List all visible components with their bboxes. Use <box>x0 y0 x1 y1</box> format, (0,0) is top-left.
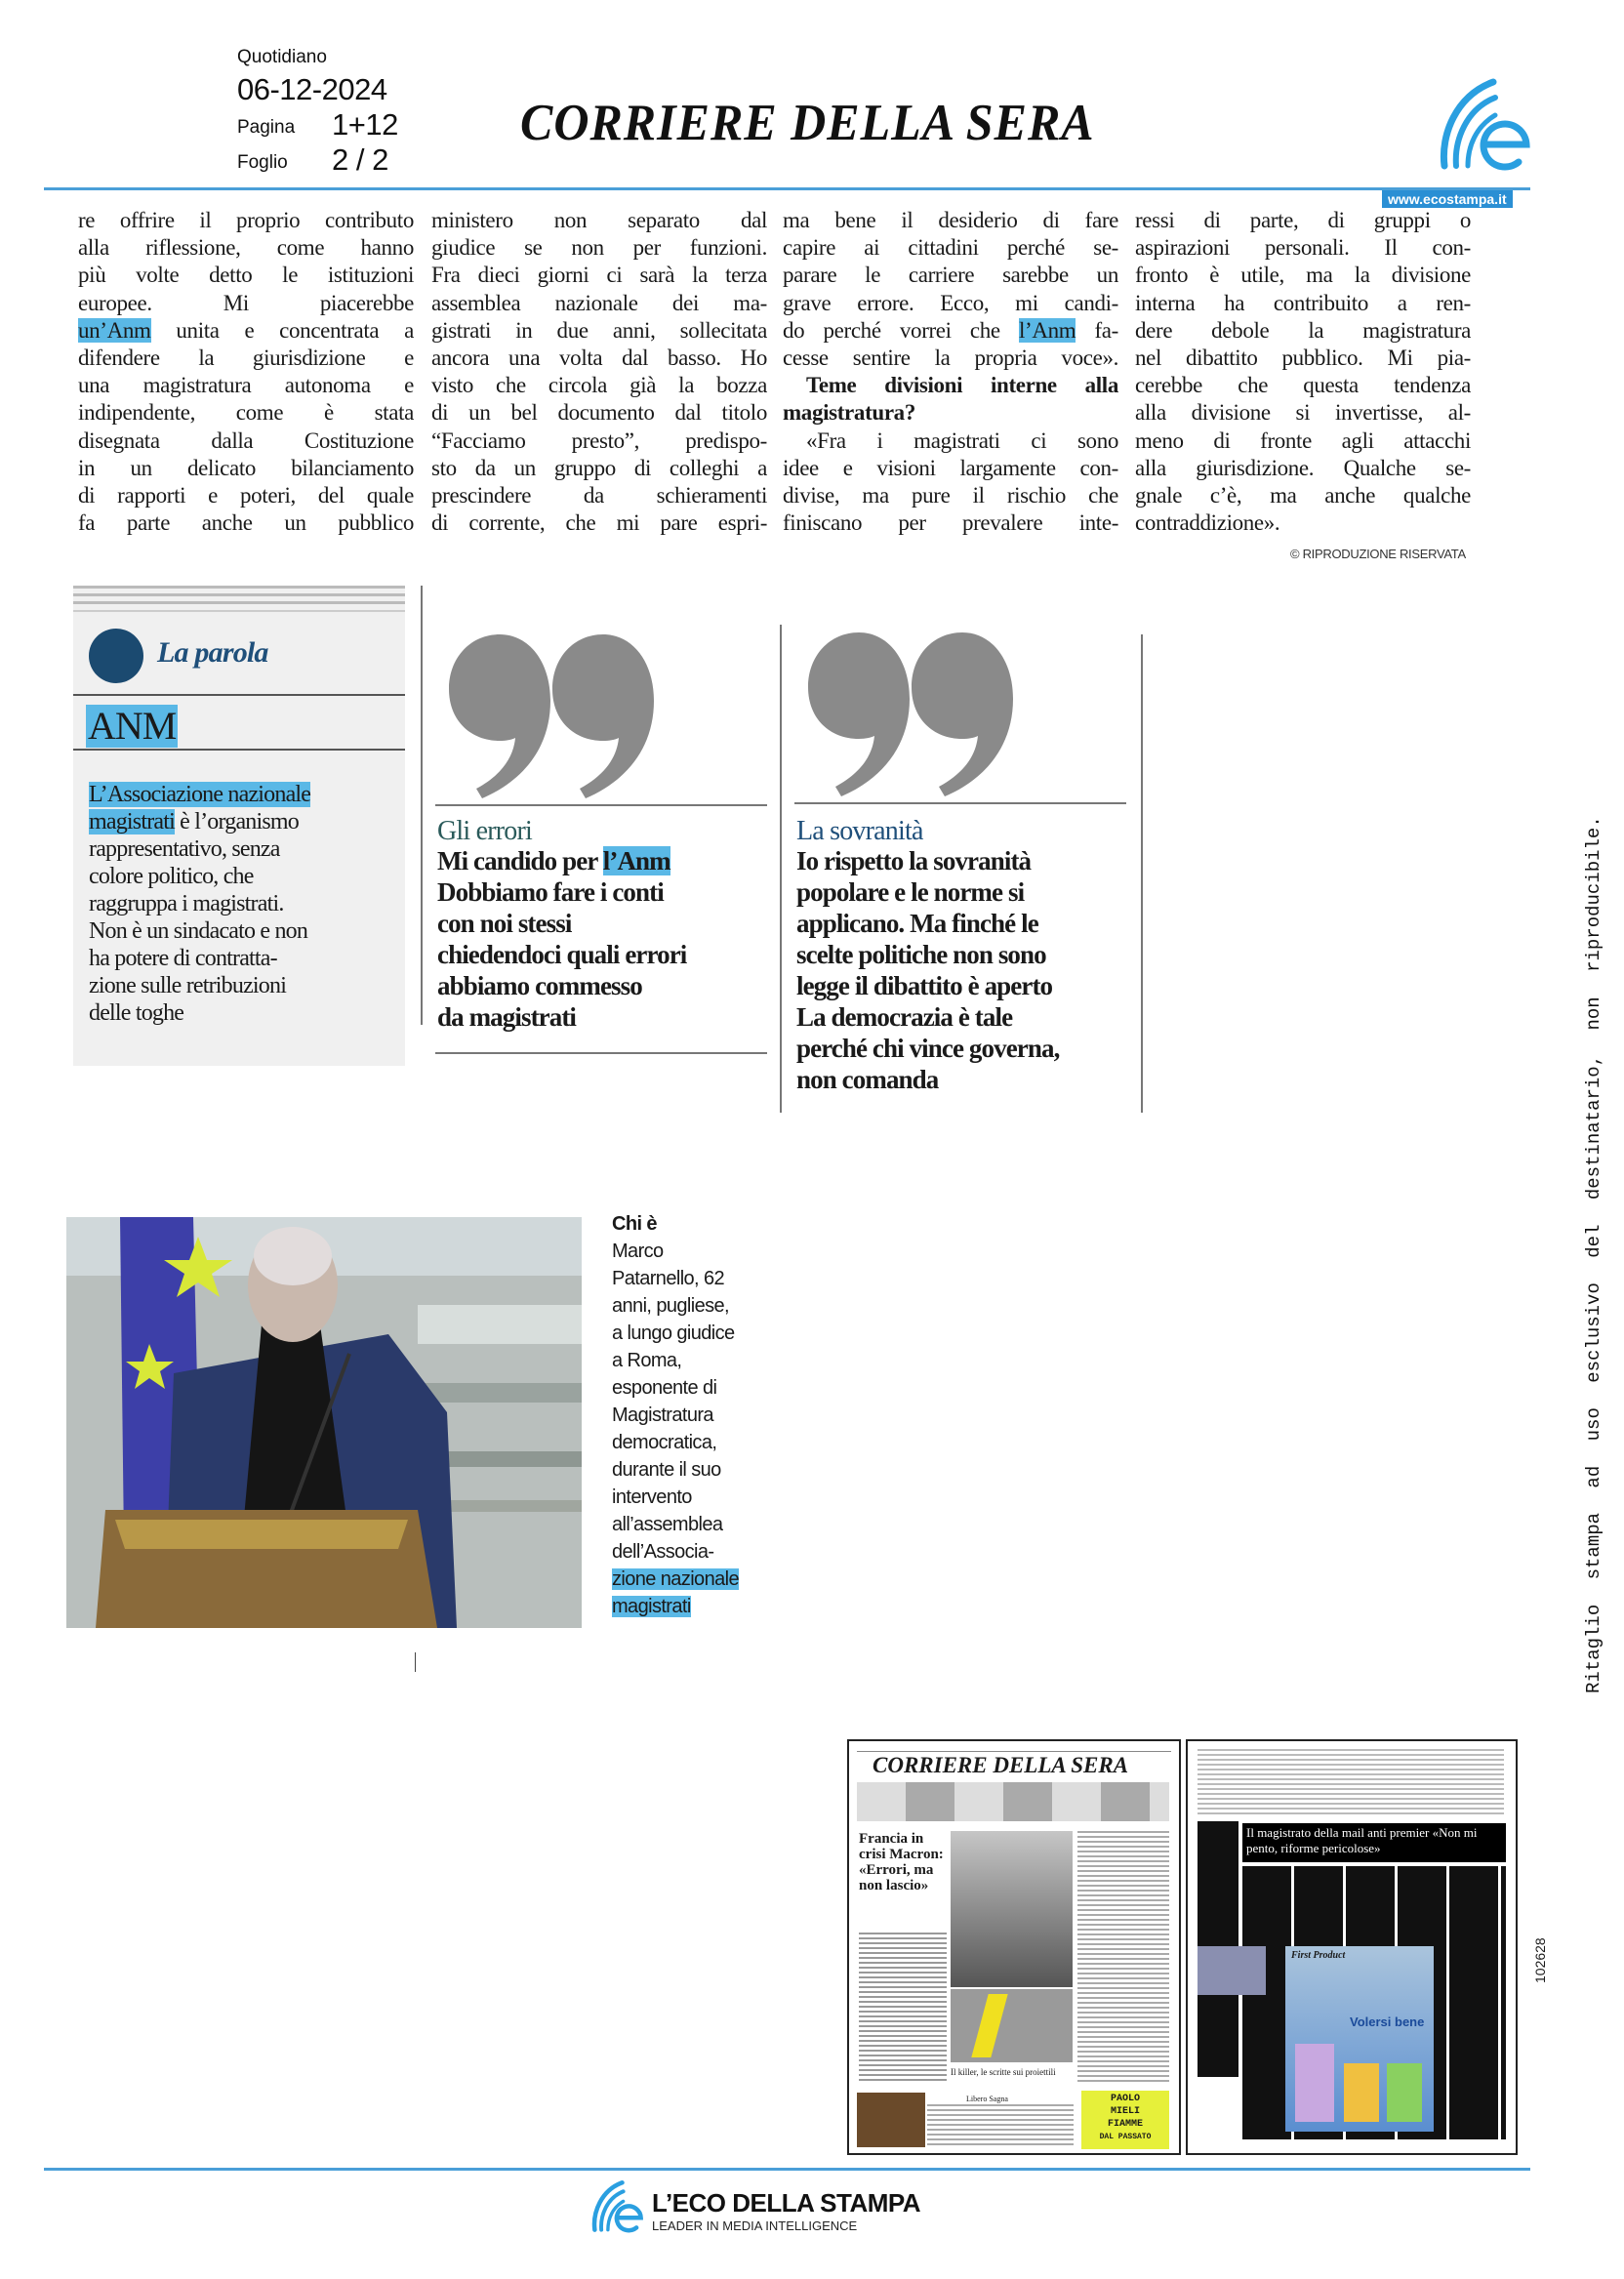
ecostampa-link[interactable]: www.ecostampa.it <box>1382 190 1513 208</box>
text-line <box>1135 482 1471 509</box>
text-segment: scelte politiche non sono <box>796 940 1046 969</box>
text-segment: Mi candido per <box>437 846 603 875</box>
thumb-inner-headline: Il magistrato della mail anti premier «Non mi pento, riforme pericolose» <box>1242 1823 1506 1862</box>
glossary-box <box>73 586 405 1066</box>
text-line <box>612 1402 739 1429</box>
text-segment: Fra dieci giorni ci sarà la terza <box>431 263 767 288</box>
glossary-divider <box>73 749 405 751</box>
text-line <box>78 262 414 289</box>
text-line <box>1135 345 1471 372</box>
text-line <box>783 482 1118 509</box>
text-line <box>78 509 414 537</box>
highlighted-text: magistrati <box>612 1596 691 1617</box>
text-segment: non comanda <box>796 1065 939 1094</box>
clipping-code: 102628 <box>1532 1937 1548 1983</box>
text-line <box>612 1538 739 1566</box>
quote-divider <box>794 802 1126 804</box>
text-segment: zione sulle retribuzioni <box>89 973 287 998</box>
text-line <box>89 917 310 945</box>
text-segment: dere debole la magistratura <box>1135 317 1471 343</box>
thumb-ad <box>1081 2091 1169 2149</box>
text-segment: durante il suo <box>612 1459 721 1481</box>
thumbnail-front-page[interactable] <box>847 1739 1181 2155</box>
text-segment: divise, ma pure il rischio che <box>783 482 1118 508</box>
text-line <box>1135 427 1471 455</box>
quote-text <box>437 845 686 1033</box>
page-label: Pagina <box>237 117 296 138</box>
footer-tagline: LEADER IN MEDIA INTELLIGENCE <box>652 2218 858 2233</box>
publication-date: 06-12-2024 <box>237 72 387 106</box>
thumb-inner-ad <box>1285 1946 1434 2132</box>
text-segment: di un bel documento dal titolo <box>431 400 767 426</box>
thumb-headline: Francia in crisi Macron: «Errori, ma non lascio» <box>859 1831 944 1893</box>
text-line <box>78 372 414 399</box>
text-segment: aspirazioni personali. Il con- <box>1135 235 1471 261</box>
text-segment: nel dibattito pubblico. Mi pia- <box>1135 345 1471 370</box>
sheet-label: Foglio <box>237 152 288 173</box>
text-segment: delle toghe <box>89 1000 184 1026</box>
thumb-ad-brand: First Product <box>1291 1950 1346 1961</box>
text-segment: gnale c’è, ma anche qualche <box>1135 482 1471 508</box>
text-segment: di corrente, che mi pare espri- <box>431 510 767 536</box>
text-line <box>796 876 1059 908</box>
text-line <box>89 999 310 1027</box>
text-line <box>612 1593 739 1620</box>
text-line <box>431 509 767 537</box>
glossary-divider <box>73 694 405 696</box>
quote-kicker: La sovranità <box>796 816 923 846</box>
text-line <box>431 372 767 399</box>
text-segment: «Fra i magistrati ci sono <box>806 427 1118 453</box>
article-column-1 <box>78 207 414 537</box>
text-segment: visto che circola già la bozza <box>431 373 767 398</box>
text-segment: a lungo giudice <box>612 1323 735 1344</box>
text-line <box>437 845 686 876</box>
glossary-definition <box>89 781 310 1027</box>
text-segment: all’assemblea <box>612 1514 723 1535</box>
text-line <box>89 972 310 999</box>
text-segment: unita e concentrata a <box>150 317 414 343</box>
publication-type: Quotidiano <box>237 47 327 67</box>
text-line <box>612 1374 739 1402</box>
header-divider <box>44 187 1530 190</box>
text-segment: a Roma, <box>612 1350 682 1371</box>
text-line <box>1135 399 1471 427</box>
text-segment: ministero non separato dal <box>431 208 767 232</box>
quote-divider <box>435 1052 767 1054</box>
text-segment: giudice se non per funzioni. <box>431 235 767 261</box>
text-segment: ancora una volta dal basso. Ho <box>431 345 767 370</box>
highlighted-text: magistrati <box>89 809 175 834</box>
text-segment: La democrazia è tale <box>796 1002 1013 1032</box>
text-line <box>783 345 1118 372</box>
text-line <box>1135 509 1471 537</box>
text-segment: rappresentativo, senza <box>89 836 280 862</box>
text-line <box>796 970 1059 1001</box>
text-line <box>89 945 310 972</box>
footer-brand: L’ECO DELLA STAMPA <box>652 2188 921 2218</box>
text-segment: ressi di parte, di gruppi o <box>1135 208 1471 232</box>
text-segment: Marco <box>612 1241 664 1262</box>
text-segment: da magistrati <box>437 1002 577 1032</box>
text-line <box>89 808 310 835</box>
text-line <box>1135 317 1471 345</box>
text-segment: Patarnello, 62 <box>612 1268 725 1289</box>
highlighted-text: l’Anm <box>1018 317 1076 343</box>
article-column-4 <box>1135 207 1471 537</box>
text-line <box>612 1566 739 1593</box>
quote-divider <box>435 804 767 806</box>
text-segment: meno di fronte agli attacchi <box>1135 427 1471 453</box>
text-line <box>431 234 767 262</box>
thumb-ad-line: FIAMME <box>1107 2119 1143 2130</box>
text-line <box>1135 207 1471 234</box>
text-line <box>783 455 1118 482</box>
text-line <box>612 1265 739 1292</box>
text-segment: prescindere da schieramenti <box>431 482 767 508</box>
text-segment: è l’organismo <box>174 809 299 834</box>
text-line <box>783 262 1118 289</box>
text-segment: indipendente, come è stata <box>78 400 414 426</box>
thumb-masthead: CORRIERE DELLA SERA <box>873 1753 1129 1777</box>
eco-logo-icon <box>591 2178 644 2235</box>
text-line <box>612 1456 739 1484</box>
text-segment: cerebbe che questa tendenza <box>1135 373 1471 398</box>
text-segment: europee. Mi piacerebbe <box>78 290 414 315</box>
text-segment: Io rispetto la sovranità <box>796 846 1032 875</box>
text-segment: idee e visioni largamente con- <box>783 455 1118 480</box>
text-line <box>796 939 1059 970</box>
thumb-ad-title: Volersi bene <box>1350 2014 1425 2029</box>
text-segment: ma bene il desiderio di fare <box>783 208 1118 232</box>
text-line <box>612 1238 739 1265</box>
text-segment: Non è un sindacato e non <box>89 918 308 944</box>
text-segment: legge il dibattito è aperto <box>796 971 1053 1000</box>
text-segment: interna ha contribuito a ren- <box>1135 290 1471 315</box>
text-segment: abbiamo commesso <box>437 971 642 1000</box>
text-line <box>78 482 414 509</box>
text-segment: Dobbiamo fare i conti <box>437 877 664 907</box>
text-line <box>431 345 767 372</box>
text-line <box>78 455 414 482</box>
text-segment: più volte detto le istituzioni <box>78 263 414 288</box>
text-segment: con noi stessi <box>437 909 572 938</box>
column-divider <box>780 625 782 1113</box>
text-line <box>783 207 1118 234</box>
text-line <box>796 908 1059 939</box>
text-line <box>1135 372 1471 399</box>
text-line <box>78 399 414 427</box>
sheet-value: 2 / 2 <box>332 142 388 177</box>
text-line <box>431 455 767 482</box>
text-line <box>1135 455 1471 482</box>
text-line <box>78 345 414 372</box>
text-line <box>796 1033 1059 1064</box>
caption-title: Chi è <box>612 1213 657 1235</box>
text-line <box>783 427 1118 455</box>
text-line <box>796 1001 1059 1033</box>
text-line <box>612 1484 739 1511</box>
text-segment: contraddizione». <box>1135 510 1280 536</box>
text-line <box>796 1064 1059 1095</box>
text-line <box>1135 290 1471 317</box>
text-segment: capire ai cittadini perché se- <box>783 235 1118 261</box>
text-line <box>431 290 767 317</box>
column-divider <box>421 586 423 1025</box>
text-segment: dell’Associa- <box>612 1541 714 1563</box>
text-segment: chiedendoci quali errori <box>437 940 687 969</box>
text-segment: alla divisione si invertisse, al- <box>1135 400 1471 426</box>
text-line <box>437 1001 686 1033</box>
thumb-photo <box>951 1831 1073 1987</box>
caption-text <box>612 1238 739 1620</box>
text-segment: Teme divisioni interne alla <box>806 373 1118 398</box>
text-line <box>796 845 1059 876</box>
pull-quote-errors <box>435 625 773 1064</box>
text-line <box>89 890 310 917</box>
thumbnail-inner-page[interactable] <box>1186 1739 1518 2155</box>
text-segment: in un delicato bilanciamento <box>78 455 414 480</box>
text-line <box>89 781 310 808</box>
text-segment: cesse sentire la propria voce». <box>783 345 1118 370</box>
text-segment: anni, pugliese, <box>612 1295 729 1317</box>
text-segment: applicano. Ma finché le <box>796 909 1038 938</box>
text-line <box>78 290 414 317</box>
article-column-3 <box>783 207 1118 537</box>
text-line <box>78 234 414 262</box>
text-segment: re offrire il proprio contributo <box>78 208 414 232</box>
text-segment: raggruppa i magistrati. <box>89 891 284 916</box>
copyright-notice: © RIPRODUZIONE RISERVATA <box>1290 547 1466 561</box>
text-segment: grave errore. Ecco, mi candi- <box>783 290 1118 315</box>
thumb-ad-line: DAL PASSATO <box>1099 2133 1152 2141</box>
text-line <box>89 835 310 863</box>
highlighted-text: L’Associazione nazionale <box>89 782 311 807</box>
text-line <box>612 1347 739 1374</box>
text-line <box>783 399 1118 427</box>
pull-quote-sovereignty <box>794 625 1136 1113</box>
text-line <box>89 863 310 890</box>
glossary-dot-icon <box>89 629 143 683</box>
text-segment: fronto è utile, ma la divisione <box>1135 263 1471 288</box>
thumb-subheadline: Il killer, le scritte sui proiettili <box>951 2067 1056 2077</box>
text-line <box>1135 262 1471 289</box>
text-segment: una magistratura autonoma e <box>78 373 414 398</box>
text-segment: ha potere di contratta- <box>89 946 277 971</box>
text-line <box>612 1292 739 1320</box>
text-segment: di rapporti e poteri, del quale <box>78 482 414 508</box>
text-line <box>431 262 767 289</box>
photo-speaker <box>66 1217 582 1628</box>
glossary-term: ANM <box>88 704 177 748</box>
thumb-ad-line: PAOLO <box>1110 2094 1140 2104</box>
text-segment: popolare e le norme si <box>796 877 1025 907</box>
text-line <box>78 427 414 455</box>
text-line <box>783 372 1118 399</box>
photo-caption <box>612 1210 739 1620</box>
quote-mark-icon <box>449 634 664 805</box>
text-line <box>78 317 414 345</box>
text-segment: colore politico, che <box>89 864 254 889</box>
text-segment: fa- <box>1076 317 1118 343</box>
quote-mark-icon <box>808 632 1023 803</box>
text-line <box>437 970 686 1001</box>
text-segment: esponente di <box>612 1377 717 1399</box>
newspaper-masthead: CORRIERE DELLA SERA <box>520 93 1095 151</box>
text-line <box>783 234 1118 262</box>
text-line <box>437 908 686 939</box>
text-segment: perché chi vince governa, <box>796 1034 1060 1063</box>
article-column-2 <box>431 207 767 537</box>
text-segment: Magistratura <box>612 1404 713 1426</box>
text-line <box>431 317 767 345</box>
text-line <box>783 509 1118 537</box>
text-segment: parare le carriere sarebbe un <box>783 263 1118 288</box>
text-segment: disegnata dalla Costituzione <box>78 427 414 453</box>
text-line <box>431 399 767 427</box>
text-segment: finiscano per prevalere inte- <box>783 510 1118 536</box>
glossary-section-label: La parola <box>157 636 268 669</box>
quote-kicker: Gli errori <box>437 816 532 846</box>
text-line <box>78 207 414 234</box>
text-segment: do perché vorrei che <box>783 317 1019 343</box>
text-line <box>437 939 686 970</box>
text-line <box>612 1429 739 1456</box>
footer-divider <box>44 2168 1530 2171</box>
text-line <box>431 207 767 234</box>
text-segment: sto da un gruppo di colleghi a <box>431 455 767 480</box>
text-segment: magistratura? <box>783 400 915 426</box>
text-segment: assemblea nazionale dei ma- <box>431 290 767 315</box>
text-segment: “Facciamo presto”, predispo- <box>431 427 767 453</box>
crop-mark <box>415 1652 416 1672</box>
text-line <box>431 482 767 509</box>
highlighted-text: un’Anm <box>78 317 151 343</box>
text-segment: gistrati in due anni, sollecitata <box>431 317 767 343</box>
thumb-ad-line: MIELI <box>1110 2106 1140 2117</box>
highlighted-text: l’Anm <box>602 846 670 875</box>
column-divider <box>1141 634 1143 1113</box>
thumb-section: Libero Sagna <box>966 2095 1008 2103</box>
text-line <box>431 427 767 455</box>
text-segment: difendere la giurisdizione e <box>78 345 414 370</box>
text-segment: alla giurisdizione. Qualche se- <box>1135 455 1471 480</box>
text-line <box>783 290 1118 317</box>
text-line <box>612 1511 739 1538</box>
quote-text <box>796 845 1059 1095</box>
text-segment: democratica, <box>612 1432 717 1453</box>
text-line <box>1135 234 1471 262</box>
text-line <box>612 1320 739 1347</box>
highlighted-text: zione nazionale <box>612 1568 739 1590</box>
text-line <box>437 876 686 908</box>
text-segment: fa parte anche un pubblico <box>78 510 414 536</box>
text-line <box>783 317 1118 345</box>
usage-disclaimer: Ritaglio stampa ad uso esclusivo del destinatario, non riproducibile. <box>1583 816 1604 1693</box>
page-value: 1+12 <box>332 107 398 142</box>
text-segment: alla riflessione, come hanno <box>78 235 414 261</box>
text-segment: intervento <box>612 1486 692 1508</box>
eco-logo-icon <box>1439 76 1532 174</box>
